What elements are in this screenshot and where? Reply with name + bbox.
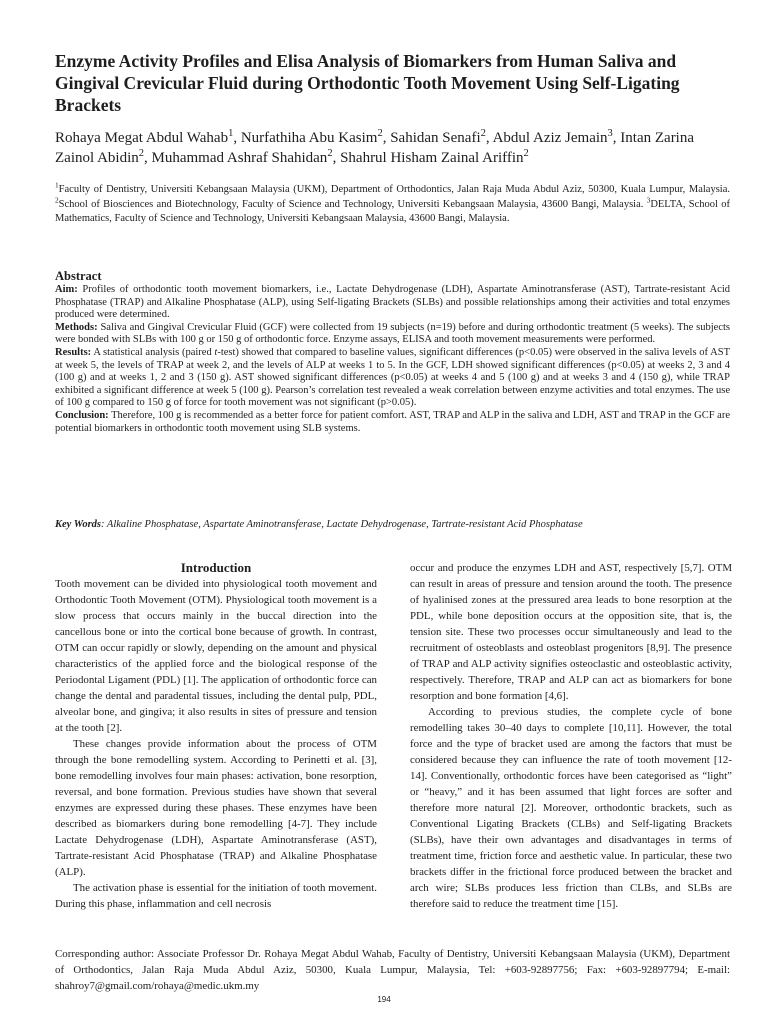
author-separator: , <box>612 130 621 146</box>
author-separator: , <box>233 130 241 146</box>
author-name: Muhammad Ashraf Shahidan <box>151 150 328 166</box>
author-affiliation-mark: 3 <box>607 128 613 139</box>
author-separator: , <box>144 150 152 166</box>
author-affiliation-mark: 2 <box>480 128 486 139</box>
introduction-heading: Introduction <box>180 560 252 575</box>
body-paragraph: occur and produce the enzymes LDH and AST, respectively [5,7]. OTM can result in areas of pressure and tension around the tooth. The presence of hyalinised zones at the pressured area leads to bone resorption at the PDL, while bone deposition occurs at the opposition site, that is, the tension site. These two processes occur simultaneously and lead to the recruitment of osteoblasts and osteoblast progenitors [8,9]. The presence of TRAP and ALP activity signifies osteoclastic and osteoblastic activity, respectively. Therefore, TRAP and ALP can act as biomarkers for bone resorption and bone formation [4,6]. <box>410 562 732 702</box>
author-name: Abdul Aziz Jemain <box>492 130 608 146</box>
author-separator: , <box>332 150 341 166</box>
affiliation-mark: 3 <box>646 195 651 204</box>
author-affiliation-mark: 2 <box>327 148 333 159</box>
author-affiliation-mark: 1 <box>228 128 234 139</box>
author-separator: , <box>485 130 493 146</box>
results-text-post: -test) showed that compared to baseline values, significant differences (p<0.05) were observed in the saliva levels of AST at week 5, the levels of TRAP at week 2, and the levels of ALP at weeks 1 to 5. In the GCF, LDH showed significant differences (p<0.05) at weeks 2, 3 and 4 (100 g) and at weeks 1, 2 and 3 (150 g). AST showed significant differences (p<0.05) at weeks 4 and 5 (100 g) and at weeks 3 and 4 (150 g), while TRAP exhibited a significant difference at week 5 (100 g). Pearson’s correlation test revealed a weak correlation between enzyme activities and total enzymes. The use of 100 g compared to 150 g of force for tooth movement was not significant (p>0.05). <box>55 346 731 409</box>
results-t-italic: t <box>214 346 218 358</box>
affiliation-mark: 2 <box>55 195 59 204</box>
affiliation-text: DELTA, School of Mathematics, Faculty of Science and Technology, Universiti Kebangsaan Malaysia, 43600 Bangi, Malaysia. <box>55 198 730 224</box>
abstract-heading: Abstract <box>55 269 102 283</box>
aim-text: Profiles of orthodontic tooth movement biomarkers, i.e., Lactate Dehydrogenase (LDH), Aspartate Aminotransferase (AST), Tartrate-resistant Acid Phosphatase (TRAP) and Alkaline Phosphatase (ALP), using Self-ligating Brackets (SLBs) and possible relationships among their activities and total enzymes produced were determined. <box>55 284 730 321</box>
author-affiliation-mark: 2 <box>377 128 383 139</box>
abstract-methods <box>55 322 730 347</box>
abstract-aim <box>55 284 730 322</box>
author-name: Shahrul Hisham Zainal Ariffin <box>340 150 524 166</box>
author-affiliation-mark: 2 <box>523 148 529 159</box>
conclusion-text: Therefore, 100 g is recommended as a better force for patient comfort. AST, TRAP and ALP in the saliva and LDH, AST and TRAP in the GCF are potential biomarkers in orthodontic tooth movement using SLB systems. <box>55 409 731 434</box>
paper-title: Enzyme Activity Profiles and Elisa Analysis of Biomarkers from Human Saliva and Gingival Crevicular Fluid during Orthodontic Tooth Movement Using Self-Ligating Brackets <box>55 51 680 115</box>
author-separator: , <box>382 130 391 146</box>
author-list <box>55 128 725 168</box>
results-text-pre: A statistical analysis (paired <box>91 346 215 358</box>
author-name: Rohaya Megat Abdul Wahab <box>55 130 229 146</box>
keywords-text: : Alkaline Phosphatase, Aspartate Aminotransferase, Lactate Dehydrogenase, Tartrate-resistant Acid Phosphatase <box>101 519 583 530</box>
author-name: Sahidan Senafi <box>390 130 481 146</box>
abstract-section <box>55 268 730 435</box>
affiliation-mark: 1 <box>55 180 59 190</box>
author-name: Nurfathiha Abu Kasim <box>240 130 378 146</box>
aim-label: Aim: <box>55 284 78 295</box>
author-name: Intan Zarina Zainol Abidin <box>55 130 695 166</box>
results-label: Results: <box>55 346 92 358</box>
right-column <box>410 560 732 912</box>
keywords <box>55 518 730 531</box>
affiliation-text: Faculty of Dentistry, Universiti Kebangsaan Malaysia (UKM), Department of Orthodontics, Jalan Raja Muda Abdul Aziz, 50300, Kuala Lumpur, Malaysia. <box>58 184 730 195</box>
methods-text: Saliva and Gingival Crevicular Fluid (GCF) were collected from 19 subjects (n=19) before and during orthodontic treatment (5 weeks). The subjects were bonded with SLBs with 100 g or 150 g of orthodontic force. Enzyme assays, ELISA and tooth movement measurements were performed. <box>55 321 730 346</box>
methods-label: Methods: <box>55 321 98 333</box>
page-number: 194 <box>377 995 391 1004</box>
conclusion-label: Conclusion: <box>55 409 109 421</box>
affiliations <box>55 180 730 227</box>
body-paragraph: These changes provide information about the process of OTM through the bone remodelling system. According to Perinetti et al. [3], bone remodelling involves four main phases: activation, bone resorption, reversal, and bone formation. Previous studies have shown that several enzymes are expressed during these phases. These enzymes have been described as biomarkers during bone remodelling [4-7]. They include Lactate Dehydrogenase (LDH), Aspartate Aminotransferase (AST), Tartrate-resistant Acid Phosphatase (TRAP) and Alkaline Phosphatase (ALP). <box>55 738 377 878</box>
abstract-conclusion <box>55 410 730 435</box>
left-column <box>55 560 377 912</box>
body-paragraph: According to previous studies, the complete cycle of bone remodelling takes 30–40 days to complete [10,11]. However, the total force and the type of bracket used are among the factors that must be considered because they can influence the rate of tooth movement [12-14]. Conventionally, orthodontic forces have been categorised as “light” or “heavy,” and it has been assumed that light forces are softer and therefore more natural [2]. Moreover, orthodontic brackets, such as Conventional Ligating Brackets (CLBs) and Self-ligating Brackets (SLBs), have their own advantages and disadvantages in terms of treatment time, friction force and aesthetic value. In particular, these two brackets differ in the frictional force produced between the bracket and arch wire; SLBs produces less friction than CLBs, and SLBs are therefore said to reduce the treatment time [15]. <box>410 706 732 910</box>
body-paragraph: The activation phase is essential for the initiation of tooth movement. During this phase, inflammation and cell necrosis <box>55 882 377 910</box>
author-affiliation-mark: 2 <box>138 148 144 159</box>
corresponding-author: Corresponding author: Associate Professor Dr. Rohaya Megat Abdul Wahab, Faculty of Dentistry, Universiti Kebangsaan Malaysia (UKM), Department of Orthodontics, Jalan Raja Muda Abdul Aziz, 50300, Kuala Lumpur, Malaysia, Tel: +603-92897756; Fax: +603-92897794; E-mail: shahroy7@gmail.com/rohaya@medic.ukm.my <box>55 948 730 992</box>
affiliation-text: School of Biosciences and Biotechnology, Faculty of Science and Technology, Universiti Kebangsaan Malaysia, 43600 Bangi, Malaysia. <box>58 198 647 210</box>
body-paragraph: Tooth movement can be divided into physiological tooth movement and Orthodontic Tooth Movement (OTM). Physiological tooth movement is a slow process that occurs mainly in the buccal direction into the cancellous bone or into the cortical bone because of growth. In contrast, OTM can occur rapidly or slowly, depending on the amount and physical characteristics of the applied force and the biological response of the Periodontal Ligament (PDL) [1]. The application of orthodontic force can change the dental and paradental tissues, including the dental pulp, PDL, alveolar bone, and gingiva; it also results in sites of pressure and tension at the tooth [2]. <box>55 578 377 734</box>
keywords-label: Key Words <box>55 519 101 530</box>
abstract-results <box>55 347 730 410</box>
